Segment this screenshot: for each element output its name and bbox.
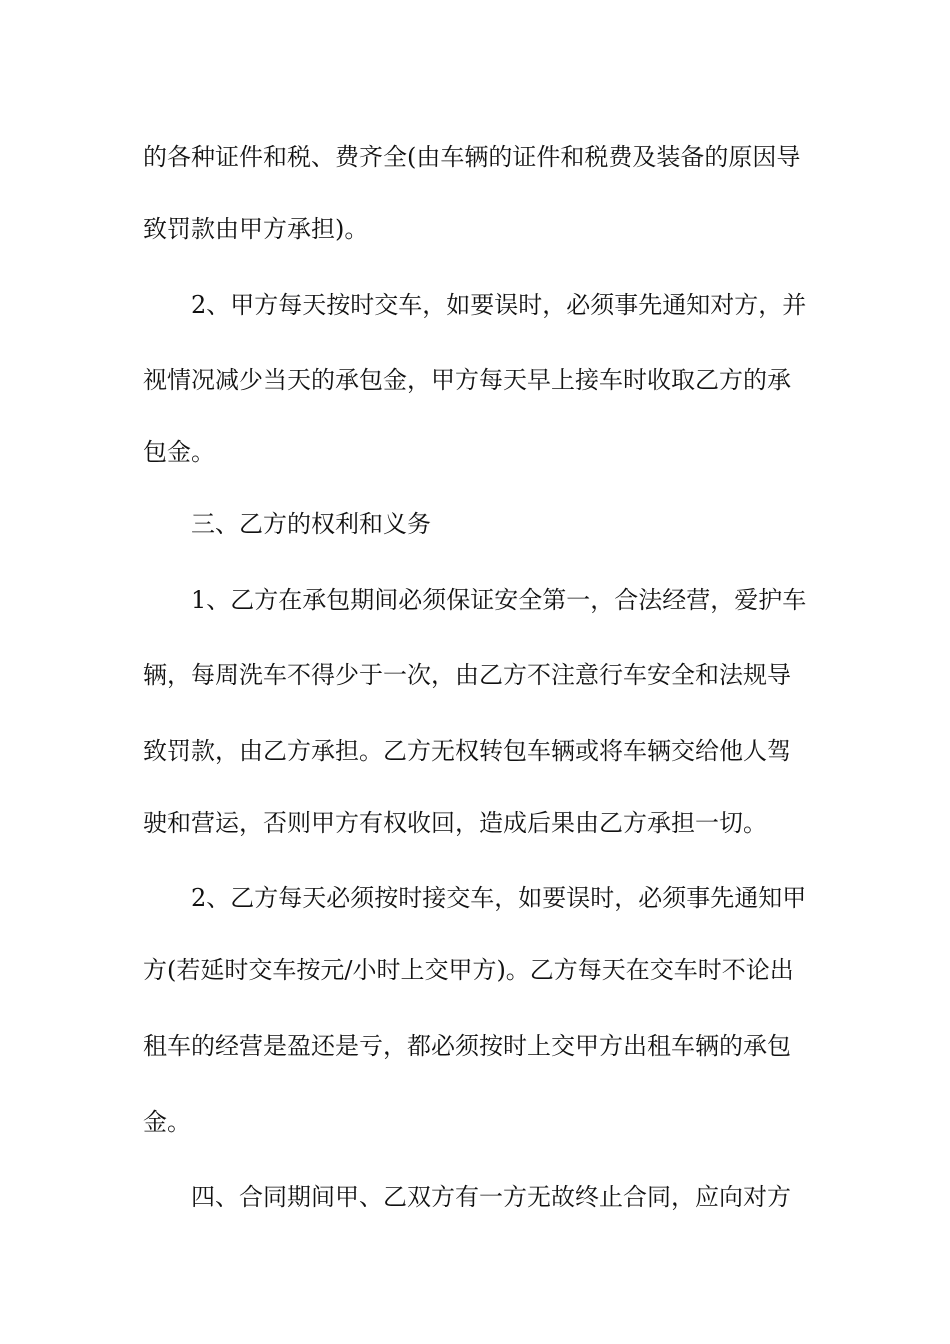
text-line: 四、合同期间甲、乙双方有一方无故终止合同，应向对方 (191, 1183, 791, 1211)
text-line: 致罚款由甲方承担)。 (143, 215, 369, 243)
text-line: 包金。 (143, 438, 215, 466)
text-line: 致罚款，由乙方承担。乙方无权转包车辆或将车辆交给他人驾 (143, 737, 791, 765)
text-line: 视情况减少当天的承包金，甲方每天早上接车时收取乙方的承 (143, 366, 791, 394)
text-line: 金。 (143, 1108, 191, 1136)
text-line: 驶和营运，否则甲方有权收回，造成后果由乙方承担一切。 (143, 809, 767, 837)
text-line: 1、乙方在承包期间必须保证安全第一，合法经营，爱护车 (191, 586, 807, 614)
text-line: 2、甲方每天按时交车，如要误时，必须事先通知对方，并 (191, 291, 807, 319)
text-line: 租车的经营是盈还是亏，都必须按时上交甲方出租车辆的承包 (143, 1032, 791, 1060)
text-line: 辆，每周洗车不得少于一次，由乙方不注意行车安全和法规导 (143, 661, 791, 689)
text-line: 的各种证件和税、费齐全(由车辆的证件和税费及装备的原因导 (143, 143, 801, 171)
text-line: 2、乙方每天必须按时接交车，如要误时，必须事先通知甲 (191, 884, 807, 912)
text-line: 方(若延时交车按元/小时上交甲方)。乙方每天在交车时不论出 (143, 956, 794, 984)
section-heading: 三、乙方的权利和义务 (191, 510, 431, 538)
